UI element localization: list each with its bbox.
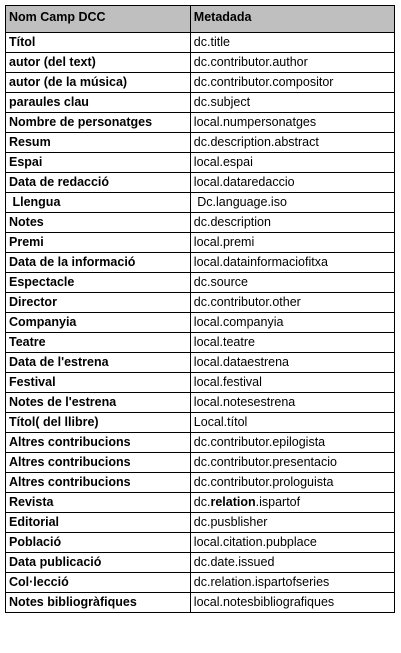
field-name: Altres contribucions xyxy=(6,453,191,473)
field-name: Resum xyxy=(6,133,191,153)
table-row xyxy=(6,373,395,393)
field-name: Col·lecció xyxy=(6,573,191,593)
metadata-value: local.citation.pubplace xyxy=(190,533,394,553)
field-name: Nombre de personatges xyxy=(6,113,191,133)
field-name: Títol xyxy=(6,33,191,53)
field-name: Notes xyxy=(6,213,191,233)
header-metadata: Metadada xyxy=(190,6,394,33)
field-name: Títol( del llibre) xyxy=(6,413,191,433)
field-name: Espai xyxy=(6,153,191,173)
metadata-value: dc.subject xyxy=(190,93,394,113)
metadata-value: dc.contributor.prologuista xyxy=(190,473,394,493)
field-name: Llengua xyxy=(6,193,191,213)
field-name: Espectacle xyxy=(6,273,191,293)
table-row xyxy=(6,93,395,113)
table-row xyxy=(6,133,395,153)
field-name: autor (de la música) xyxy=(6,73,191,93)
metadata-value: dc.relation.ispartofseries xyxy=(190,573,394,593)
metadata-value-suffix: .ispartof xyxy=(255,495,301,509)
table-row xyxy=(6,533,395,553)
table-row xyxy=(6,113,395,133)
table-row xyxy=(6,233,395,253)
metadata-value: local.festival xyxy=(190,373,394,393)
metadata-value-bold: relation xyxy=(210,495,256,509)
metadata-value: local.premi xyxy=(190,233,394,253)
field-name: Notes de l'estrena xyxy=(6,393,191,413)
table-row xyxy=(6,313,395,333)
field-name: Data publicació xyxy=(6,553,191,573)
table-row xyxy=(6,333,395,353)
metadata-value: dc.source xyxy=(190,273,394,293)
field-name: Data de la informació xyxy=(6,253,191,273)
field-name: Revista xyxy=(6,493,191,513)
field-name: Població xyxy=(6,533,191,553)
metadata-value: local.notesbibliografiques xyxy=(190,593,394,613)
field-name: Companyia xyxy=(6,313,191,333)
metadata-value: local.datainformaciofitxa xyxy=(190,253,394,273)
metadata-value: local.notesestrena xyxy=(190,393,394,413)
metadata-value: local.numpersonatges xyxy=(190,113,394,133)
field-name: Altres contribucions xyxy=(6,433,191,453)
table-row xyxy=(6,393,395,413)
metadata-value: dc.contributor.other xyxy=(190,293,394,313)
field-name: Altres contribucions xyxy=(6,473,191,493)
table-row xyxy=(6,493,395,513)
field-name: Teatre xyxy=(6,333,191,353)
header-field-name: Nom Camp DCC xyxy=(6,6,191,33)
field-name: Editorial xyxy=(6,513,191,533)
table-row xyxy=(6,213,395,233)
metadata-value: local.dataredaccio xyxy=(190,173,394,193)
field-name: Festival xyxy=(6,373,191,393)
field-name: autor (del text) xyxy=(6,53,191,73)
table-row xyxy=(6,273,395,293)
table-row xyxy=(6,553,395,573)
metadata-value: dc.date.issued xyxy=(190,553,394,573)
metadata-value: local.teatre xyxy=(190,333,394,353)
header-row xyxy=(6,6,395,33)
table-row xyxy=(6,33,395,53)
metadata-value: dc.contributor.compositor xyxy=(190,73,394,93)
metadata-value: local.dataestrena xyxy=(190,353,394,373)
field-name: Data de redacció xyxy=(6,173,191,193)
metadata-value: local.companyia xyxy=(190,313,394,333)
metadata-value: local.espai xyxy=(190,153,394,173)
table-row xyxy=(6,73,395,93)
field-name: paraules clau xyxy=(6,93,191,113)
metadata-value: dc.description.abstract xyxy=(190,133,394,153)
table-row xyxy=(6,433,395,453)
table-row xyxy=(6,593,395,613)
field-name: Director xyxy=(6,293,191,313)
table-row xyxy=(6,253,395,273)
metadata-mapping-table xyxy=(5,5,395,613)
table-row xyxy=(6,353,395,373)
table-row xyxy=(6,513,395,533)
table-row xyxy=(6,293,395,313)
field-name: Data de l'estrena xyxy=(6,353,191,373)
table-row xyxy=(6,573,395,593)
table-row xyxy=(6,473,395,493)
metadata-value: dc.contributor.author xyxy=(190,53,394,73)
table-row xyxy=(6,173,395,193)
table-row xyxy=(6,453,395,473)
table-row xyxy=(6,193,395,213)
table-row xyxy=(6,53,395,73)
field-name: Notes bibliogràfiques xyxy=(6,593,191,613)
metadata-value: dc.title xyxy=(190,33,394,53)
metadata-value: Local.títol xyxy=(190,413,394,433)
metadata-value xyxy=(190,493,394,513)
metadata-value-prefix: dc. xyxy=(193,495,211,509)
metadata-value: dc.pusblisher xyxy=(190,513,394,533)
metadata-value: dc.contributor.presentacio xyxy=(190,453,394,473)
metadata-value: dc.description xyxy=(190,213,394,233)
field-name: Premi xyxy=(6,233,191,253)
metadata-value: dc.contributor.epilogista xyxy=(190,433,394,453)
metadata-value: Dc.language.iso xyxy=(190,193,394,213)
table-row xyxy=(6,413,395,433)
table-row xyxy=(6,153,395,173)
